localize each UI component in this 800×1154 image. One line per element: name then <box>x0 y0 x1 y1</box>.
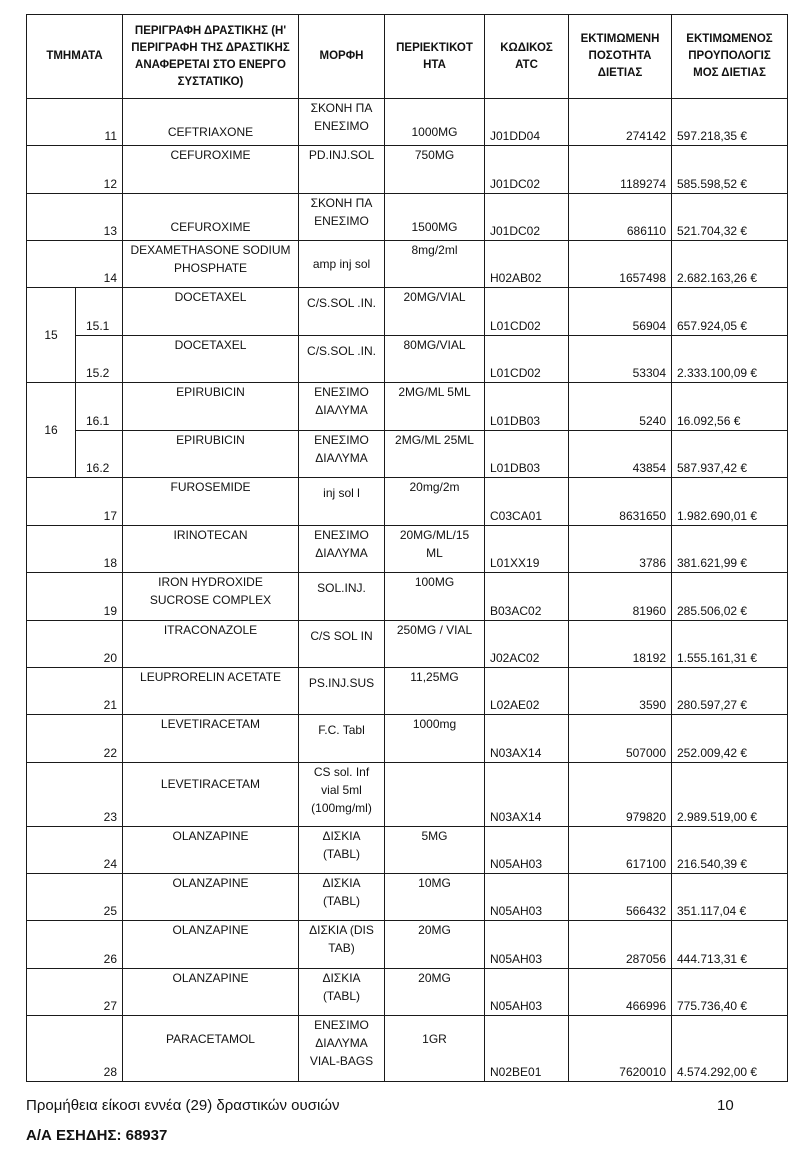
atc-code: L01CD02 <box>485 336 569 383</box>
budget: 444.713,31 € <box>672 921 788 969</box>
atc-code: N05AH03 <box>485 969 569 1016</box>
budget: 2.989.519,00 € <box>672 763 788 827</box>
strength <box>385 763 485 827</box>
table-row <box>27 715 788 763</box>
quantity: 43854 <box>569 431 672 478</box>
description: LEVETIRACETAM <box>123 763 299 827</box>
description: IRON HYDROXIDE SUCROSE COMPLEX <box>123 573 299 621</box>
page-number: 10 <box>717 1097 734 1114</box>
quantity: 8631650 <box>569 478 672 526</box>
header-quantity: ΕΚΤΙΜΩΜΕΝΗ ΠΟΣΟΤΗΤΑ ΔΙΕΤΙΑΣ <box>569 15 672 99</box>
section-number: 21 <box>27 668 123 715</box>
description: EPIRUBICIN <box>123 431 299 478</box>
strength: 10MG <box>385 874 485 921</box>
form: ΕΝΕΣΙΜΟ ΔΙΑΛΥΜΑ <box>299 431 385 478</box>
quantity: 56904 <box>569 288 672 336</box>
form: ΣΚΟΝΗ ΠΑ ΕΝΕΣΙΜΟ <box>299 194 385 241</box>
budget: 597.218,35 € <box>672 99 788 146</box>
section-group: 16 <box>27 383 76 478</box>
subsection-number: 16.2 <box>76 431 123 478</box>
form: ΕΝΕΣΙΜΟ ΔΙΑΛΥΜΑ <box>299 383 385 431</box>
quantity: 274142 <box>569 99 672 146</box>
table-row <box>27 478 788 526</box>
section-number: 12 <box>27 146 123 194</box>
quantity: 566432 <box>569 874 672 921</box>
quantity: 3590 <box>569 668 672 715</box>
budget: 585.598,52 € <box>672 146 788 194</box>
table-row <box>27 969 788 1016</box>
form: ΔΙΣΚΙΑ (TABL) <box>299 874 385 921</box>
description: OLANZAPINE <box>123 827 299 874</box>
table-row <box>27 241 788 288</box>
strength: 2MG/ML 5ML <box>385 383 485 431</box>
quantity: 507000 <box>569 715 672 763</box>
quantity: 617100 <box>569 827 672 874</box>
atc-code: J01DC02 <box>485 146 569 194</box>
atc-code: L01DB03 <box>485 431 569 478</box>
table-row <box>27 763 788 827</box>
section-number: 20 <box>27 621 123 668</box>
budget: 381.621,99 € <box>672 526 788 573</box>
table-row <box>27 99 788 146</box>
section-number: 23 <box>27 763 123 827</box>
budget: 2.682.163,26 € <box>672 241 788 288</box>
subsection-number: 16.1 <box>76 383 123 431</box>
form: PD.INJ.SOL <box>299 146 385 194</box>
section-number: 11 <box>27 99 123 146</box>
section-number: 28 <box>27 1016 123 1082</box>
table-row <box>27 431 788 478</box>
description: DOCETAXEL <box>123 336 299 383</box>
description: OLANZAPINE <box>123 921 299 969</box>
procurement-table <box>26 14 788 1082</box>
form: amp inj sol <box>299 241 385 288</box>
atc-code: N02BE01 <box>485 1016 569 1082</box>
budget: 4.574.292,00 € <box>672 1016 788 1082</box>
table-row <box>27 1016 788 1082</box>
table-row <box>27 827 788 874</box>
budget: 280.597,27 € <box>672 668 788 715</box>
atc-code: J01DC02 <box>485 194 569 241</box>
header-strength: ΠΕΡΙΕΚΤΙΚΟΤ ΗΤΑ <box>385 15 485 99</box>
section-group: 15 <box>27 288 76 383</box>
description: DOCETAXEL <box>123 288 299 336</box>
form: ΔΙΣΚΙΑ (TABL) <box>299 969 385 1016</box>
form: SOL.INJ. <box>299 573 385 621</box>
header-sections: ΤΜΗΜΑΤΑ <box>27 15 123 99</box>
header-atc: ΚΩΔΙΚΟΣ ATC <box>485 15 569 99</box>
budget: 285.506,02 € <box>672 573 788 621</box>
atc-code: N05AH03 <box>485 921 569 969</box>
form: C/S SOL IN <box>299 621 385 668</box>
section-number: 19 <box>27 573 123 621</box>
atc-code: L02AE02 <box>485 668 569 715</box>
table-row <box>27 336 788 383</box>
table-row <box>27 621 788 668</box>
description: OLANZAPINE <box>123 969 299 1016</box>
table-row <box>27 194 788 241</box>
form: ΕΝΕΣΙΜΟ ΔΙΑΛΥΜΑ VIAL-BAGS <box>299 1016 385 1082</box>
form: ΔΙΣΚΙΑ (TABL) <box>299 827 385 874</box>
atc-code: L01CD02 <box>485 288 569 336</box>
quantity: 18192 <box>569 621 672 668</box>
quantity: 466996 <box>569 969 672 1016</box>
reference-number: Α/Α ΕΣΗΔΗΣ: 68937 <box>26 1127 168 1144</box>
budget: 1.555.161,31 € <box>672 621 788 668</box>
description: CEFUROXIME <box>123 194 299 241</box>
strength: 1500MG <box>385 194 485 241</box>
strength: 5MG <box>385 827 485 874</box>
table-row <box>27 526 788 573</box>
section-number: 17 <box>27 478 123 526</box>
quantity: 53304 <box>569 336 672 383</box>
atc-code: L01DB03 <box>485 383 569 431</box>
strength: 11,25MG <box>385 668 485 715</box>
description: EPIRUBICIN <box>123 383 299 431</box>
form: ΔΙΣΚΙΑ (DIS TAB) <box>299 921 385 969</box>
budget: 587.937,42 € <box>672 431 788 478</box>
form: ΕΝΕΣΙΜΟ ΔΙΑΛΥΜΑ <box>299 526 385 573</box>
strength: 20mg/2m <box>385 478 485 526</box>
budget: 775.736,40 € <box>672 969 788 1016</box>
strength: 8mg/2ml <box>385 241 485 288</box>
header-description: ΠΕΡΙΓΡΑΦΗ ΔΡΑΣΤΙΚΗΣ (Η' ΠΕΡΙΓΡΑΦΗ ΤΗΣ ΔΡΑΣΤΙΚΗΣ ΑΝΑΦΕΡΕΤΑΙ ΣΤΟ ΕΝΕΡΓΟ ΣΥΣΤΑΤΙΚΟ) <box>123 15 299 99</box>
table-row <box>27 921 788 969</box>
description: LEVETIRACETAM <box>123 715 299 763</box>
quantity: 5240 <box>569 383 672 431</box>
header-row <box>27 15 788 99</box>
table-row <box>27 288 788 336</box>
form: C/S.SOL .IN. <box>299 288 385 336</box>
strength: 20MG <box>385 969 485 1016</box>
strength: 2MG/ML 25ML <box>385 431 485 478</box>
atc-code: J02AC02 <box>485 621 569 668</box>
description: OLANZAPINE <box>123 874 299 921</box>
budget: 1.982.690,01 € <box>672 478 788 526</box>
atc-code: B03AC02 <box>485 573 569 621</box>
section-number: 22 <box>27 715 123 763</box>
quantity: 3786 <box>569 526 672 573</box>
atc-code: J01DD04 <box>485 99 569 146</box>
strength: 80MG/VIAL <box>385 336 485 383</box>
strength: 1000MG <box>385 99 485 146</box>
strength: 20MG/VIAL <box>385 288 485 336</box>
section-number: 24 <box>27 827 123 874</box>
strength: 1GR <box>385 1016 485 1082</box>
budget: 216.540,39 € <box>672 827 788 874</box>
strength: 750MG <box>385 146 485 194</box>
budget: 16.092,56 € <box>672 383 788 431</box>
subsection-number: 15.1 <box>76 288 123 336</box>
atc-code: L01XX19 <box>485 526 569 573</box>
section-number: 14 <box>27 241 123 288</box>
budget: 351.117,04 € <box>672 874 788 921</box>
table-row <box>27 573 788 621</box>
description: CEFTRIAXONE <box>123 99 299 146</box>
atc-code: C03CA01 <box>485 478 569 526</box>
table-row <box>27 668 788 715</box>
header-budget: ΕΚΤΙΜΩΜΕΝΟΣ ΠΡΟΥΠΟΛΟΓΙΣ ΜΟΣ ΔΙΕΤΙΑΣ <box>672 15 788 99</box>
footer-procurement-text: Προμήθεια είκοσι εννέα (29) δραστικών ουσιών <box>26 1097 340 1114</box>
description: ITRACONAZOLE <box>123 621 299 668</box>
atc-code: N05AH03 <box>485 827 569 874</box>
form: CS sol. Inf vial 5ml (100mg/ml) <box>299 763 385 827</box>
section-number: 25 <box>27 874 123 921</box>
quantity: 81960 <box>569 573 672 621</box>
quantity: 1657498 <box>569 241 672 288</box>
description: LEUPRORELIN ACETATE <box>123 668 299 715</box>
description: FUROSEMIDE <box>123 478 299 526</box>
form: inj sol l <box>299 478 385 526</box>
header-form: ΜΟΡΦΗ <box>299 15 385 99</box>
atc-code: N05AH03 <box>485 874 569 921</box>
form: PS.INJ.SUS <box>299 668 385 715</box>
atc-code: H02AB02 <box>485 241 569 288</box>
description: PARACETAMOL <box>123 1016 299 1082</box>
strength: 20MG/ML/15 ML <box>385 526 485 573</box>
description: IRINOTECAN <box>123 526 299 573</box>
budget: 2.333.100,09 € <box>672 336 788 383</box>
table-row <box>27 146 788 194</box>
form: F.C. Tabl <box>299 715 385 763</box>
quantity: 7620010 <box>569 1016 672 1082</box>
quantity: 287056 <box>569 921 672 969</box>
table-row <box>27 383 788 431</box>
table-row <box>27 874 788 921</box>
strength: 20MG <box>385 921 485 969</box>
strength: 1000mg <box>385 715 485 763</box>
subsection-number: 15.2 <box>76 336 123 383</box>
quantity: 979820 <box>569 763 672 827</box>
budget: 657.924,05 € <box>672 288 788 336</box>
quantity: 686110 <box>569 194 672 241</box>
section-number: 13 <box>27 194 123 241</box>
description: DEXAMETHASONE SODIUM PHOSPHATE <box>123 241 299 288</box>
section-number: 18 <box>27 526 123 573</box>
budget: 252.009,42 € <box>672 715 788 763</box>
form: C/S.SOL .IN. <box>299 336 385 383</box>
section-number: 27 <box>27 969 123 1016</box>
form: ΣΚΟΝΗ ΠΑ ΕΝΕΣΙΜΟ <box>299 99 385 146</box>
quantity: 1189274 <box>569 146 672 194</box>
description: CEFUROXIME <box>123 146 299 194</box>
strength: 250MG / VIAL <box>385 621 485 668</box>
section-number: 26 <box>27 921 123 969</box>
atc-code: N03AX14 <box>485 715 569 763</box>
strength: 100MG <box>385 573 485 621</box>
atc-code: N03AX14 <box>485 763 569 827</box>
budget: 521.704,32 € <box>672 194 788 241</box>
